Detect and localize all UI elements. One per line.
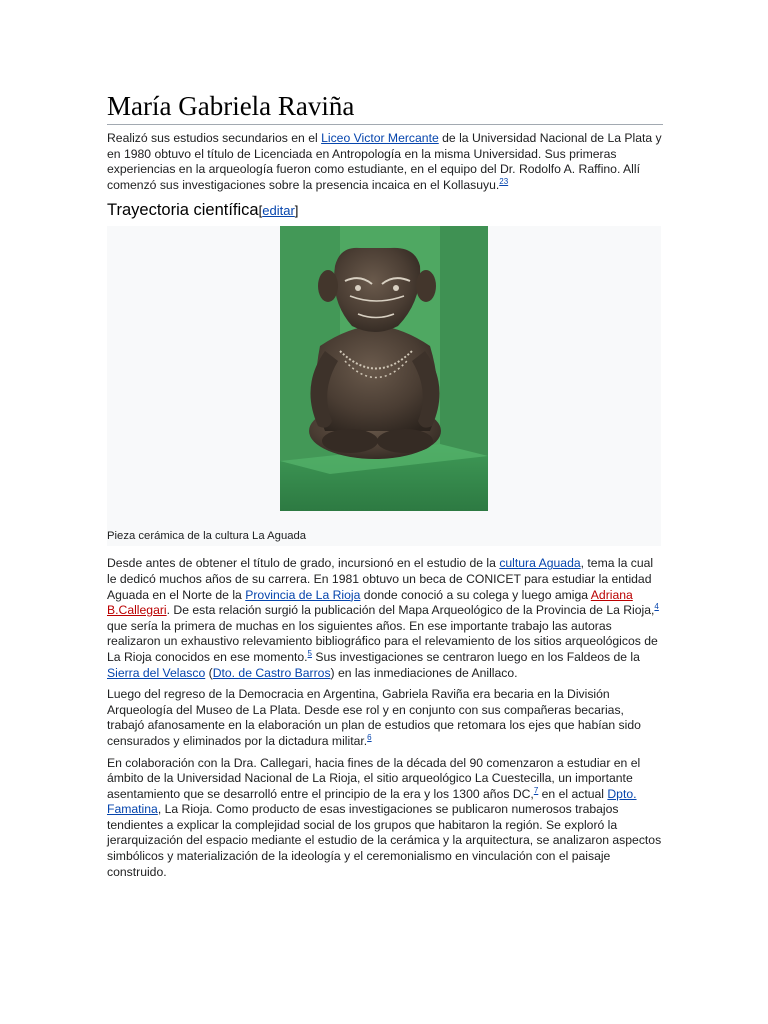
ceramic-figure-image[interactable] (280, 226, 488, 511)
link-sierra-del-velasco[interactable]: Sierra del Velasco (107, 665, 206, 680)
edit-bracket-open: [ (258, 203, 263, 219)
intro-paragraph (107, 131, 663, 193)
reference-4[interactable] (654, 602, 658, 611)
page-title: María Gabriela Raviña (107, 91, 355, 121)
edit-section (259, 203, 299, 218)
section-heading-trayectoria (107, 199, 663, 222)
p1-text-8: ) en las inmediaciones de Anillaco. (330, 665, 518, 680)
edit-bracket-close: ] (294, 203, 299, 219)
reference-6-link[interactable]: 6 (367, 732, 372, 742)
p1-text-7: ( (205, 665, 213, 680)
p3-text-2: en el actual (538, 786, 608, 801)
figure-caption: Pieza cerámica de la cultura La Aguada (107, 530, 307, 543)
reference-7-link[interactable]: 7 (533, 785, 539, 795)
link-adriana-callegari[interactable]: Adriana B.Callegari (107, 587, 633, 618)
paragraph-3 (107, 756, 663, 881)
p3-text-1: En colaboración con la Dra. Callegari, hacia fines de la década del 90 comenzaron a estudiar en el ámbito de la Universidad Nacional de La Rioja, el sitio arqueológico La Cuestecilla, un importante asentamiento que se desarrolló entre el principio de la era y los 1300 años DC, (107, 755, 641, 801)
title-divider (107, 124, 663, 125)
p1-text-3: donde conoció a su colega y luego amiga (360, 587, 591, 602)
reference-23[interactable] (499, 177, 508, 186)
intro-text-2: de la Universidad Nacional de La Plata y en 1980 obtuvo el título de Licenciada en Antropología en la misma Universidad. Sus primeras experiencias en la arqueología fueron como estudiante, en el equipo del Dr. Rodolfo A. Raffino. Allí comenzó sus investigaciones sobre la presencia incaica en el Kollasuyu. (107, 131, 662, 192)
p2-text-1: Luego del regreso de la Democracia en Argentina, Gabriela Raviña era becaria en la División Arqueología del Museo de La Plata. Desde ese rol y en conjunto con sus compañeras becarias, trabajó afanosamente en la elaboración un plan de estudios que retomara los ejes que habían sido censurados y eliminados por la dictadura militar. (107, 687, 641, 748)
section-heading-text: Trayectoria científica (107, 201, 259, 220)
reference-6[interactable] (367, 733, 371, 742)
ceramic-figure-illustration (280, 226, 488, 511)
p1-text-4: . De esta relación surgió la publicación del Mapa Arqueológico de la Provincia de La Rioja, (166, 603, 655, 618)
article-content (107, 90, 663, 886)
link-dto-castro-barros[interactable]: Dto. de Castro Barros (212, 665, 331, 680)
reference-5-link[interactable]: 5 (307, 648, 312, 658)
p1-text-5: que sería la primera de muchas en los siguientes años. En ese importante trabajo las autoras realizaron un exhaustivo relevamiento bibliográfico para el relevamiento de los sitios arqueológicos de La Rioja conocidos en ese momento. (107, 618, 658, 664)
edit-section-link[interactable]: editar (262, 203, 295, 219)
reference-23-link[interactable]: 23 (499, 176, 509, 186)
link-cultura-aguada[interactable]: cultura Aguada (499, 556, 581, 571)
intro-text-1: Realizó sus estudios secundarios en el (107, 131, 322, 145)
paragraph-2 (107, 687, 663, 749)
p1-text-6: Sus investigaciones se centraron luego en los Faldeos de la (312, 649, 640, 664)
p3-text-3: , La Rioja. Como producto de esas investigaciones se publicaron numerosos trabajos tendientes a explicar la complejidad social de los grupos que habitaron la región. Se exploró la jerarquización del espacio mediante el estudio de la cerámica y la arquitectura, se analizaron aspectos simbólicos y materialización de la ideología y el ceremonialismo en vinculación con el paisaje construido. (107, 802, 662, 879)
link-dpto-famatina[interactable]: Dpto. Famatina (107, 786, 637, 817)
reference-4-link[interactable]: 4 (654, 602, 659, 612)
figure-thumbnail (107, 226, 661, 546)
p1-text-1: Desde antes de obtener el título de grado, incursionó en el estudio de la (107, 556, 500, 571)
link-liceo-victor-mercante[interactable]: Liceo Victor Mercante (321, 131, 439, 145)
paragraph-1 (107, 556, 663, 681)
link-provincia-la-rioja[interactable]: Provincia de La Rioja (245, 587, 361, 602)
p1-text-2: , tema la cual le dedicó muchos años de su carrera. En 1981 obtuvo un beca de CONICET para estudiar la entidad Aguada en el Norte de la (107, 556, 654, 602)
